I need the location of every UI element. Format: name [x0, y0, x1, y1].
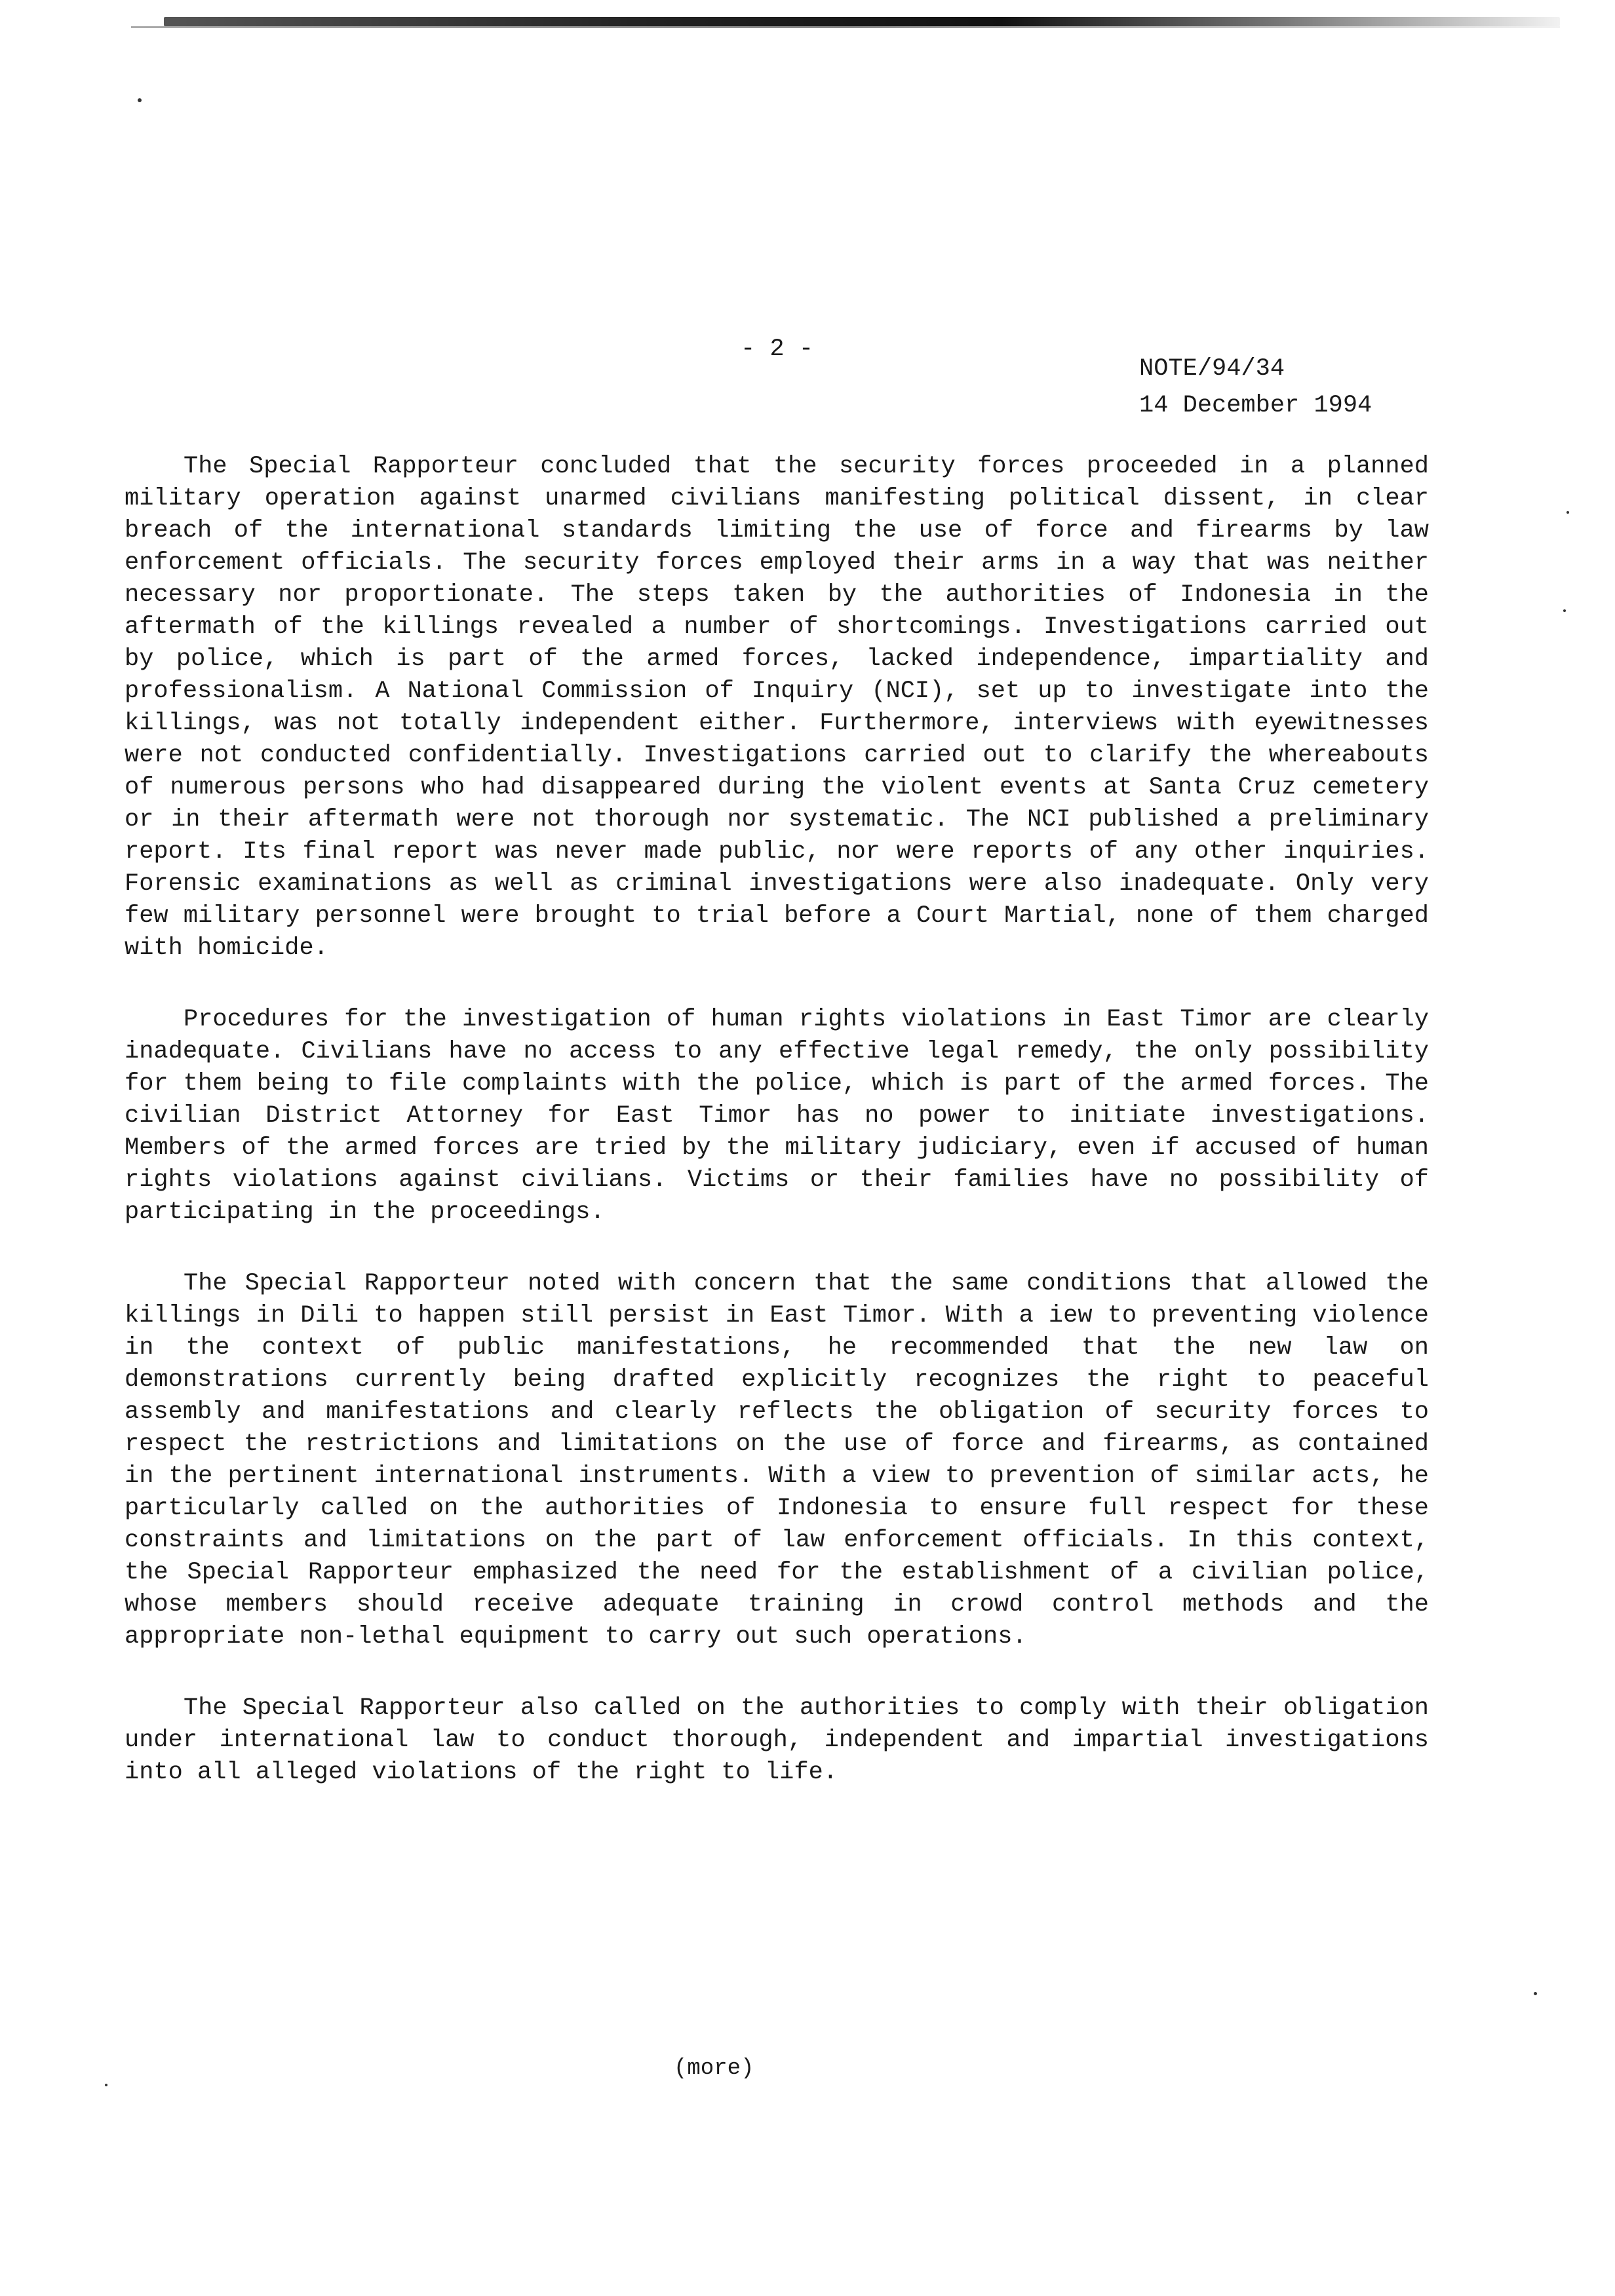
document-body — [125, 451, 1429, 1828]
scan-speck — [1534, 1992, 1537, 1995]
scan-speck — [138, 98, 142, 102]
paragraph: Procedures for the investigation of human rights violations in East Timor are clearly inadequate. Civilians have no access to any effective legal remedy, the only possibility for them being to file complaints with the police, which is part of the armed forces. The civilian District Attorney for East Timor has no power to initiate investigations. Members of the armed forces are tried by the military judiciary, even if accused of human rights violations against civilians. Victims or their families have no possibility of participating in the proceedings. — [125, 1006, 1429, 1226]
continuation-marker: (more) — [674, 2056, 754, 2081]
document-reference — [1139, 351, 1372, 424]
document-id: NOTE/94/34 — [1139, 355, 1285, 383]
paragraph: The Special Rapporteur noted with concern that the same conditions that allowed the killings in Dili to happen still persist in East Timor. With a iew to preventing violence in the context of public manifestations, he recommended that the new law on demonstrations currently being drafted explicitly recognizes the right to peaceful assembly and manifestations and clearly reflects the obligation of security forces to respect the restrictions and limitations on the use of force and firearms, as contained in the pertinent international instruments. With a view to prevention of similar acts, he particularly called on the authorities of Indonesia to ensure full respect for these constraints and limitations on the part of law enforcement officials. In this context, the Special Rapporteur emphasized the need for the establishment of a civilian police, whose members should receive adequate training in crowd control methods and the appropriate non-lethal equipment to carry out such operations. — [125, 1270, 1429, 1651]
page-number: - 2 - — [741, 335, 814, 363]
scan-artifact-thin-line — [131, 26, 1560, 28]
paragraph: The Special Rapporteur also called on the authorities to comply with their obligation under international law to conduct thorough, independent and impartial investigations into all alleged violations of the right to life. — [125, 1694, 1429, 1786]
paragraph: The Special Rapporteur concluded that the security forces proceeded in a planned military operation against unarmed civilians manifesting political dissent, in clear breach of the international standards limiting the use of force and firearms by law enforcement officials. The security forces employed their arms in a way that was neither necessary nor proportionate. The steps taken by the authorities of Indonesia in the aftermath of the killings revealed a number of shortcomings. Investigations carried out by police, which is part of the armed forces, lacked independence, impartiality and professionalism. A National Commission of Inquiry (NCI), set up to investigate into the killings, was not totally independent either. Furthermore, interviews with eyewitnesses were not conducted confidentially. Investigations carried out to clarify the whereabouts of numerous persons who had disappeared during the violent events at Santa Cruz cemetery or in their aftermath were not thorough nor systematic. The NCI published a preliminary report. Its final report was never made public, nor were reports of any other inquiries. Forensic examinations as well as criminal investigations were also inadequate. Only very few military personnel were brought to trial before a Court Martial, none of them charged with homicide. — [125, 453, 1429, 962]
scan-speck — [1566, 511, 1569, 514]
scan-speck — [1563, 609, 1566, 612]
scan-speck — [105, 2084, 107, 2086]
scan-artifact-top-line — [164, 17, 1560, 26]
document-date: 14 December 1994 — [1139, 392, 1372, 419]
